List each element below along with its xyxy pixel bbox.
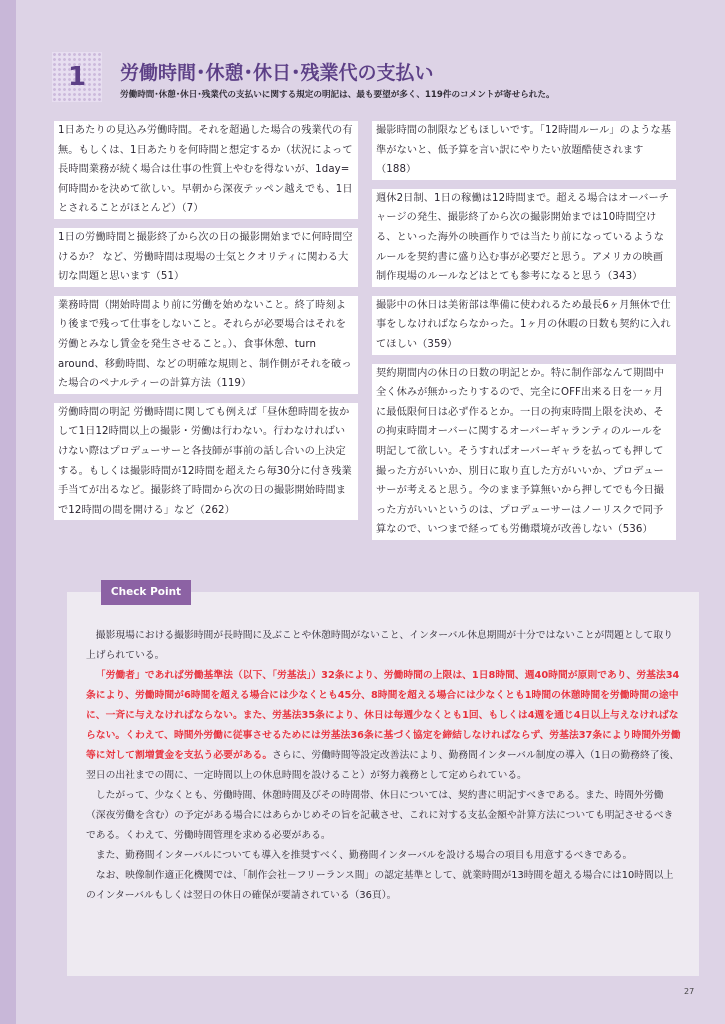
legal-requirements-rest: さらに、労働時間等設定改善法により、勤務間インターバル制度の導入（1日の勤務終了後、翌日の出社までの間に、一定時間以上の休息時間を設けること）が努力義務として定められている。 — [86, 750, 680, 781]
section-header — [52, 52, 692, 112]
section-number-badge — [52, 52, 102, 102]
check-paragraph: 撮影現場における撮影時間が長時間に及ぶことや休憩時間がないこと、インターバル休息期間が十分ではないことが問題として取り上げられている。 — [86, 630, 673, 661]
comment-box: 週休2日制、1日の稼働は12時間まで。超える場合はオーバーチャージの発生、撮影終了から次の撮影開始までは10時間空ける、といった海外の映画作りでは当たり前になっているようなルールを契約書に盛り込む事が必要だと思う。アメリカの映画制作現場のルールなどはとても参考になると思う（343） — [372, 189, 676, 287]
comment-box: 1日の労働時間と撮影終了から次の日の撮影開始までに何時間空けるか？ など、労働時間は現場の士気とクオリティに関わる大切な問題と思います（51） — [54, 228, 358, 287]
check-point-body — [86, 626, 682, 906]
check-paragraph-legal — [86, 666, 682, 786]
section-subtitle: 労働時間･休憩･休日･残業代の支払いに関する規定の明記は、最も要望が多く、119件のコメントが寄せられた。 — [120, 90, 555, 100]
section-number: 1 — [67, 62, 87, 92]
comments-right-column — [372, 121, 676, 549]
comment-box: 契約期間内の休日の日数の明記とか。特に制作部なんて期間中全く休みが無かったりするので、完全にOFF出来る日を一ヶ月に最低限何日は必ず作るとか。一日の拘束時間上限を決め、その拘束時間オーバーに関するオーバーギャランティのルールを明記して欲しい。そうすればオーバーギャラを払っても押して撮った方がいいか、別日に取り直した方がいいか、プロデューサーが考えると思う。今のまま予算無いから押してでも今日撮った方がいいというのは、プロデューサーはノーリスクで同予算なので、いつまで経っても労働環境が改善しない（536） — [372, 364, 676, 540]
comments-left-column — [54, 121, 358, 529]
check-paragraph: また、勤務間インターバルについても導入を推奨すべく、勤務間インターバルを設ける場合の項目も用意するべきである。 — [95, 850, 633, 861]
legal-requirements-highlight: 「労働者」であれば労働基準法（以下、「労基法」）32条により、労働時間の上限は、1日8時間、週40時間が原則であり、労基法34条により、労働時間が6時間を超える場合には少なくとも45分、8時間を超える場合には少なくとも1時間の休憩時間を労働時間の途中に、一斉に与えなければならない。また、労基法35条により、休日は毎週少なくとも1回、もしくは4週を通じ4日以上与えなければならない。くわえて、時間外労働に従事させるためには労基法36条に基づく協定を締結しなければならず、労基法37条により時間外労働等に対して割増賃金を支払う必要がある。 — [86, 670, 681, 761]
section-title: 労働時間･休憩･休日･残業代の支払い — [120, 62, 434, 84]
comment-box: 労働時間の明記 労働時間に関しても例えば「昼休憩時間を抜かして1日12時間以上の撮影・労働は行わない。行わなければいけない際はプロデューサーと各技師が事前の話し合いの上決定する。もしくは撮影時間が12時間を超えたら毎30分に付き残業手当てが出るなど。撮影終了時間から次の日の撮影開始時間まで12時間の間を開ける」など（262） — [54, 403, 358, 521]
check-point-label: Check Point — [101, 580, 191, 605]
check-paragraph: なお、映像制作適正化機関では、「制作会社－フリーランス間」の認定基準として、就業時間が13時間を超える場合には10時間以上のインターバルもしくは翌日の休日の確保が要請されている（36頁）。 — [86, 870, 674, 901]
check-paragraph: したがって、少なくとも、労働時間、休憩時間及びその時間帯、休日については、契約書に明記すべきである。また、時間外労働（深夜労働を含む）の予定がある場合にはあらかじめその旨を記載させ、これに対する支払金額や計算方法についても明記させるべきである。くわえて、労働時間管理を求める必要がある。 — [86, 790, 674, 841]
comment-box: 業務時間（開始時間より前に労働を始めないこと。終了時刻より後まで残って仕事をしないこと。それらが必要場合はそれを労働とみなし賃金を発生させること。）、食事休憩、turn around、移動時間、などの明確な規則と、制作側がそれを破った場合のペナルティーの計算方法（119） — [54, 296, 358, 394]
comment-box: 撮影時間の制限などもほしいです。「12時間ルール」のような基準がないと、低予算を言い訳にやりたい放題酷使されます（188） — [372, 121, 676, 180]
comment-box: 1日あたりの見込み労働時間。それを超過した場合の残業代の有無。もしくは、1日あたりを何時間と想定するか（状況によって長時間業務が続く場合は仕事の性質上やむを得ないが、1day=何時間かを決めて欲しい。早朝から深夜テッペン越えでも、1日とされることがほとんど）（7） — [54, 121, 358, 219]
page-number: 27 — [684, 987, 695, 996]
comment-box: 撮影中の休日は美術部は準備に使われるため最長6ヶ月無休で仕事をしなければならなかった。1ヶ月の休暇の日数も契約に入れてほしい（359） — [372, 296, 676, 355]
left-edge-strip — [0, 0, 16, 1024]
